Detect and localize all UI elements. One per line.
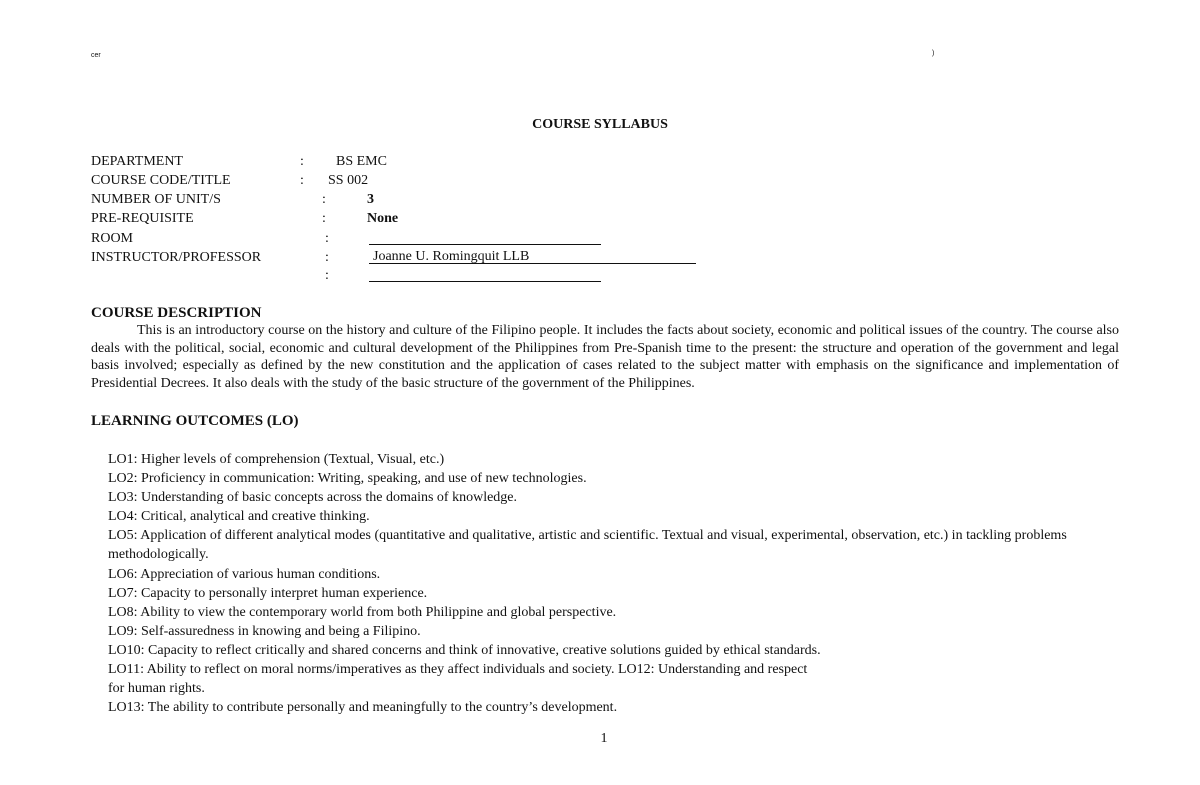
units-colon: : bbox=[322, 192, 326, 207]
header-right-mark: ) bbox=[932, 50, 935, 57]
prerequisite-colon: : bbox=[322, 211, 326, 226]
list-item: LO11: Ability to reflect on moral norms/imperatives as they affect individuals and society. LO12: Understanding and respect bbox=[108, 662, 808, 678]
department-colon: : bbox=[300, 154, 304, 169]
department-value: BS EMC bbox=[336, 154, 387, 169]
list-item: LO4: Critical, analytical and creative thinking. bbox=[108, 509, 370, 525]
course-description-heading: COURSE DESCRIPTION bbox=[91, 305, 262, 321]
department-label: DEPARTMENT bbox=[91, 154, 183, 169]
instructor-value: Joanne U. Romingquit LLB bbox=[369, 249, 696, 264]
extra-colon: : bbox=[325, 268, 329, 283]
room-label: ROOM bbox=[91, 231, 134, 246]
course-code-value: SS 002 bbox=[328, 173, 369, 188]
list-item: LO6: Appreciation of various human conditions. bbox=[108, 566, 381, 582]
course-code-label: COURSE CODE/TITLE bbox=[91, 173, 231, 188]
list-item: LO9: Self-assuredness in knowing and being a Filipino. bbox=[108, 623, 421, 639]
extra-value-line bbox=[369, 266, 601, 282]
list-item: LO5: Application of different analytical modes (quantitative and qualitative, artistic and scientific. Textual and visual, experimental, observation, etc.) in tackling problems methodologically. bbox=[108, 528, 1067, 563]
list-item: LO10: Capacity to reflect critically and shared concerns and think of innovative, creative solutions guided by ethical standards. bbox=[108, 642, 821, 658]
list-item: LO2: Proficiency in communication: Writing, speaking, and use of new technologies. bbox=[108, 471, 587, 487]
header-left-mark: cer bbox=[91, 52, 101, 59]
list-item: LO1: Higher levels of comprehension (Textual, Visual, etc.) bbox=[108, 452, 445, 467]
instructor-label: INSTRUCTOR/PROFESSOR bbox=[91, 250, 262, 265]
learning-outcomes-heading: LEARNING OUTCOMES (LO) bbox=[91, 413, 299, 429]
course-code-colon: : bbox=[300, 173, 304, 188]
learning-outcomes-list bbox=[108, 450, 1118, 717]
list-item: LO3: Understanding of basic concepts across the domains of knowledge. bbox=[108, 490, 518, 506]
units-label: NUMBER OF UNIT/S bbox=[91, 192, 221, 207]
list-item: LO13: The ability to contribute personally and meaningfully to the country’s development. bbox=[108, 700, 618, 716]
course-description-text: This is an introductory course on the history and culture of the Filipino people. It includes the facts about society, economic and political issues of the country. The course also deals with the political, social, economic and cultural development of the Philippines from Pre-Spanish time to the present: the structure and operation of the government and legal basis involved; especially as defined by the new constitution and the application of cases related to the subject matter with emphasis on the significance and implementation of Presidential Decrees. It also deals with the study of the basic structure of the government of the Philippines. bbox=[91, 323, 1119, 391]
units-value: 3 bbox=[367, 192, 374, 207]
room-value-line bbox=[369, 229, 601, 245]
room-colon: : bbox=[325, 231, 329, 246]
prerequisite-value: None bbox=[367, 211, 399, 226]
list-item: for human rights. bbox=[108, 681, 205, 697]
page-number: 1 bbox=[600, 731, 608, 746]
list-item: LO7: Capacity to personally interpret human experience. bbox=[108, 585, 428, 601]
page-title: COURSE SYLLABUS bbox=[532, 117, 668, 132]
instructor-colon: : bbox=[325, 250, 329, 265]
course-description-body bbox=[91, 322, 1119, 392]
prerequisite-label: PRE-REQUISITE bbox=[91, 211, 194, 226]
list-item: LO8: Ability to view the contemporary world from both Philippine and global perspective. bbox=[108, 604, 617, 620]
